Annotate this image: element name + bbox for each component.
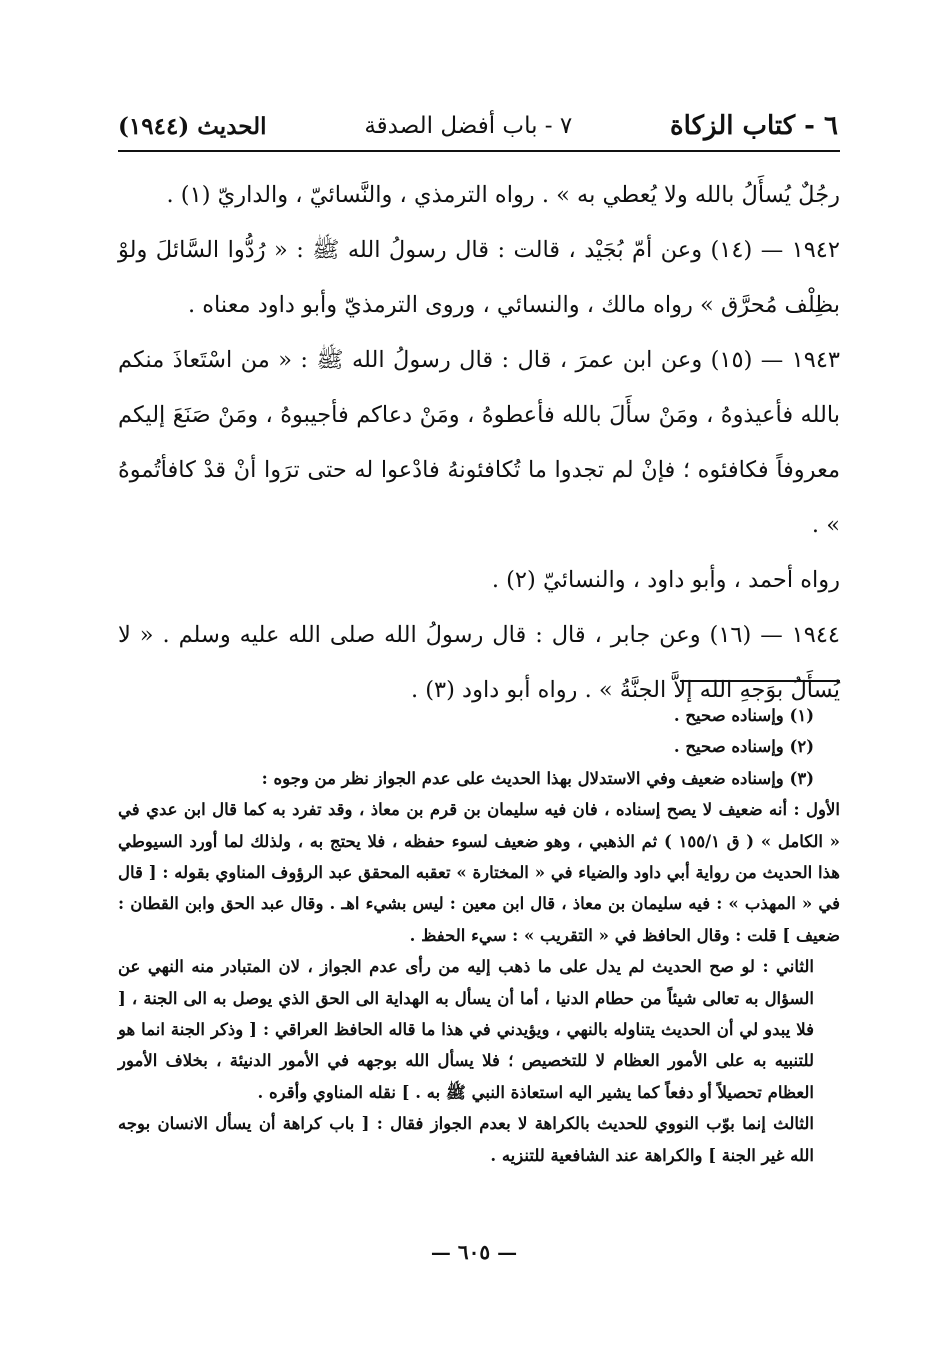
- main-text: [118, 168, 840, 718]
- footnote-2: (٢) وإسناده صحيح .: [673, 737, 814, 757]
- header-divider: [118, 150, 840, 152]
- footnote-3: (٣) وإسناده ضعيف وفي الاستدلال بهذا الحديث على عدم الجواز نظر من وجوه :: [261, 768, 814, 788]
- footnote-divider: [680, 680, 840, 682]
- page-number: — ٦٠٥ —: [430, 1240, 518, 1264]
- footnote-3-first-point: الأول : أنه ضعيف لا يصح إسناده ، فان فيه سليمان بن قرم بن معاذ ، وقد تفرد به كما قال ابن عدي في « الكامل » ( ق ١٥٥/١ ) ثم الذهبي ، وهو ضعيف لسوء حفظه ، فلا يحتج به ، ولذلك لما أورد السيوطي هذا الحديث من رواية أبي داود والضياء في « المختارة » تعقبه المحقق عبد الرؤوف المناوي بقوله : [ قال في « المهذب » : فيه سليمان بن معاذ ، قال ابن معين : ليس بشيء اهـ . وقال عبد الحق وابن القطان : ضعيف ] قلت : وقال الحافظ في « التقريب » : سيء الحفظ .: [118, 800, 840, 945]
- header-book-title: ٦ - كتاب الزكاة: [670, 111, 838, 141]
- hadith-continuation: رجُلٌ يُسأَلُ بالله ولا يُعطي به » . رواه الترمذي ، والنَّسائيّ ، والداريّ (١) .: [166, 182, 840, 208]
- hadith-1943-source: رواه أحمد ، وأبو داود ، والنسائيّ (٢) .: [491, 567, 840, 593]
- header-chapter-title: ٧ - باب أفضل الصدقة: [364, 113, 573, 139]
- footnote-3-third-point: الثالث إنما بوّب النووي للحديث بالكراهة لا بعدم الجواز فقال : [ باب كراهة أن يسأل الانسان بوجه الله غير الجنة ] والكراهة عند الشافعية للتنزيه .: [118, 1114, 814, 1165]
- footnotes: [118, 700, 840, 1171]
- header-hadith-range: الحديث (١٩٤٤): [118, 112, 267, 140]
- running-header: [118, 106, 838, 146]
- hadith-1944: ١٩٤٤ — (١٦) وعن جابر ، قال : قال رسولُ الله صلى الله عليه وسلم . « لا يُسأَلُ بوَجهِ الله إلاَّ الجنَّةُ » . رواه أبو داود (٣) .: [118, 622, 840, 703]
- hadith-1942: ١٩٤٢ — (١٤) وعن أمّ بُجَيْد ، قالت : قال رسولُ الله ﷺ : « رُدُّوا السَّائلَ ولوْ بظِلْف مُحرَّق » رواه مالك ، والنسائي ، وروى الترمذيّ وأبو داود معناه .: [118, 237, 840, 318]
- hadith-1943: ١٩٤٣ — (١٥) وعن ابن عمرَ ، قال : قال رسولُ الله ﷺ : « من اسْتَعاذَ منكم بالله فأعيذوهُ ، ومَنْ سأَلَ بالله فأعطوهُ ، ومَنْ دعاكم فأجيبوهُ ، ومَنْ صَنَعَ إليكم معروفاً فكافئوه ؛ فإنْ لم تجدوا ما تُكافئونهُ فادْعوا له حتى ترَوا أنْ قدْ كافأتُموهُ » .: [118, 347, 840, 538]
- footnote-1: (١) وإسناده صحيح .: [673, 706, 814, 725]
- footnote-3-second-point: الثاني : لو صح الحديث لم يدل على ما ذهب إليه من رأى عدم الجواز ، لان المتبادر منه النهي عن السؤال به تعالى شيئاً من حطام الدنيا ، أما أن يسأل به الهداية الى الحق الذي يوصل به الى الجنة ، [ فلا يبدو لي أن الحديث يتناوله بالنهي ، ويؤيدني في هذا ما قاله الحافظ العراقي : [ وذكر الجنة انما هو للتنبيه به على الأمور العظام لا للتخصيص ؛ فلا يسأل الله بوجهه في الأمور الدنيئة ، بخلاف الأمور العظام تحصيلاً أو دفعاً كما يشير اليه استعاذة النبي ﷺ به . ] نقله المناوي وأقره .: [118, 957, 814, 1102]
